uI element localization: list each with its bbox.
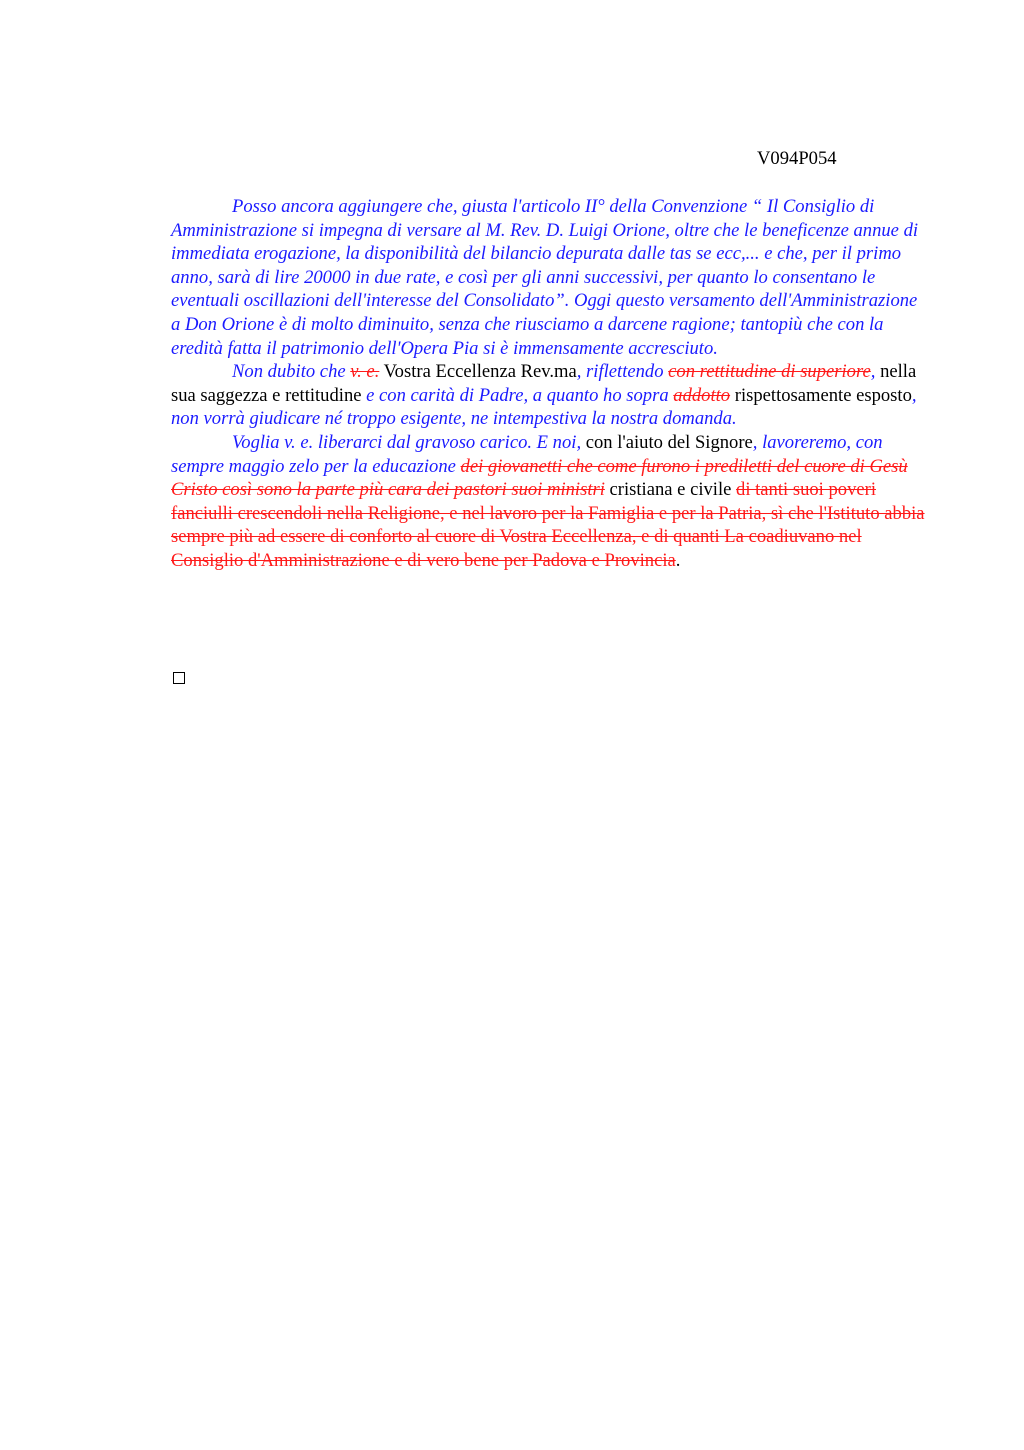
- document-reference-code: V094P054: [757, 148, 837, 169]
- end-of-text-box-icon: [173, 672, 185, 684]
- text-deleted: con rettitudine di superiore: [668, 361, 871, 383]
- text-original: .: [675, 549, 681, 571]
- text-added: , non vorrà giudicare né troppo esigente, ne intempestiva la nostra domanda.: [171, 384, 917, 430]
- text-added: e con carità di Padre, a quanto ho sopra: [366, 384, 674, 406]
- text-added: , riflettendo: [576, 361, 669, 383]
- text-deleted: addotto: [673, 384, 731, 406]
- text-added: Non dubito che: [232, 361, 351, 383]
- text-original: con l'aiuto del Signore: [585, 431, 753, 453]
- text-original: nella sua saggezza e rettitudine: [171, 361, 917, 406]
- paragraph-closing: [171, 431, 931, 573]
- text-original: cristiana e civile: [604, 479, 737, 501]
- paragraph-convention: Posso ancora aggiungere che, giusta l'articolo II° della Convenzione “ Il Consiglio di Amministrazione si impegna di versare al M. Rev. D. Luigi Orione, oltre che le beneficenze annue di immediata erogazione, la disponibilità del bilancio depurata dalle tas se ecc,... e che, per il primo anno, sarà di lire 20000 in due rate, e così per gli anni successivi, per quanto lo consentano le eventuali oscillazioni dell'interesse del Consolidato”. Oggi questo versamento dell'Amministrazione a Don Orione è di molto diminuito, senza che riusciamo a darcene ragione; tantopiù che con la eredità fatta il patrimonio dell'Opera Pia si è immensamente accresciuto.: [171, 196, 919, 359]
- text-original: rispettosamente esposto: [730, 384, 912, 406]
- text-deleted: v. e.: [350, 361, 380, 383]
- text-deleted: di tanti suoi poveri fanciulli crescendoli nella Religione, e nel lavoro per la Famiglia e per la Patria, sì che l'Istituto abbia sempre più ad essere di conforto al cuore di Vostra Eccellenza, e di quanti La coadiuvano nel Consiglio d'Amministrazione e di vero bene per Padova e Provincia: [171, 479, 925, 571]
- text-added: , lavoreremo, con sempre maggio zelo per la educazione: [171, 431, 883, 477]
- text-deleted: dei giovanetti che come furono i prediletti del cuore di Gesù Cristo così sono la parte più cara dei pastori suoi ministri: [171, 455, 908, 501]
- letter-body: [171, 195, 931, 573]
- paragraph-request: [171, 360, 931, 431]
- text-added: ,: [870, 361, 876, 383]
- text-original: Vostra Eccellenza Rev.ma: [383, 361, 577, 383]
- text-added: Voglia v. e. liberarci dal gravoso carico. E noi,: [232, 431, 586, 453]
